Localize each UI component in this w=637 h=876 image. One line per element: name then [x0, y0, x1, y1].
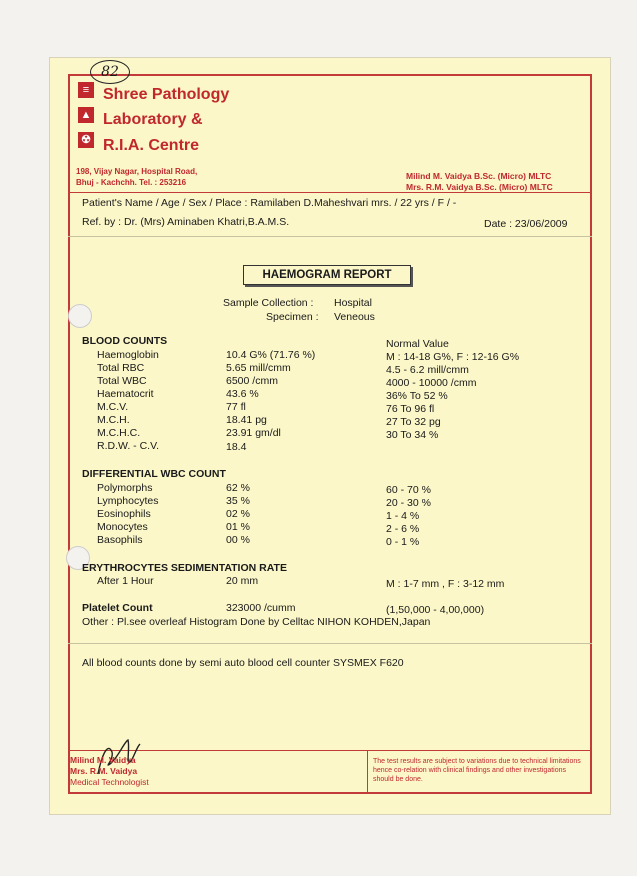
other-remarks: Other : Pl.see overleaf Histogram Done by Celltac NIHON KOHDEN,Japan	[82, 616, 431, 628]
table-row-value: 18.41 pg	[226, 414, 267, 426]
table-row-name: R.D.W. - C.V.	[97, 440, 160, 452]
normal-value-heading: Normal Value	[386, 338, 449, 350]
lab-beaker-icon: ▲	[78, 107, 94, 123]
remarks-divider	[68, 643, 592, 644]
disclaimer-note: The test results are subject to variations due to technical limitations hence co-relation with clinical findings and other investigations should be done.	[373, 758, 581, 783]
header-divider	[68, 192, 592, 193]
table-row-normal: 2 - 6 %	[386, 523, 420, 535]
doctor-credential-2: Mrs. R.M. Vaidya B.Sc. (Micro) MLTC	[406, 182, 553, 192]
doctor-credential-1: Milind M. Vaidya B.Sc. (Micro) MLTC	[406, 171, 552, 181]
table-row-name: Haematocrit	[97, 388, 154, 400]
esr-label: After 1 Hour	[97, 575, 154, 587]
lab-name-line-3: R.I.A. Centre	[103, 137, 200, 154]
patient-info-line: Patient's Name / Age / Sex / Place : Ramilaben D.Maheshvari mrs. / 22 yrs / F / -	[82, 197, 457, 209]
table-row-value: 35 %	[226, 495, 250, 507]
table-row-value: 02 %	[226, 508, 250, 520]
table-row-value: 77 fl	[226, 401, 246, 413]
differential-heading: DIFFERENTIAL WBC COUNT	[82, 468, 226, 480]
sample-collection-label: Sample Collection :	[223, 297, 314, 309]
lab-address-line-1: 198, Vijay Nagar, Hospital Road,	[76, 167, 198, 176]
table-row-value: 01 %	[226, 521, 250, 533]
report-date: Date : 23/06/2009	[484, 218, 568, 230]
table-row-name: M.C.V.	[97, 401, 129, 413]
blood-counts-heading: BLOOD COUNTS	[82, 335, 168, 347]
table-row-value: 6500 /cmm	[226, 375, 278, 387]
signatory-name-2: Mrs. R.M. Vaidya	[70, 766, 138, 776]
platelet-value: 323000 /cumm	[226, 602, 296, 614]
table-row-value: 00 %	[226, 534, 250, 546]
table-row-value: 18.4	[226, 441, 247, 453]
table-row-normal: 0 - 1 %	[386, 536, 420, 548]
specimen-value: Veneous	[334, 311, 375, 323]
esr-normal: M : 1-7 mm , F : 3-12 mm	[386, 578, 505, 590]
table-row-value: 43.6 %	[226, 388, 259, 400]
sample-collection-value: Hospital	[334, 297, 372, 309]
table-row-name: Monocytes	[97, 521, 148, 533]
lab-address-line-2: Bhuj - Kachchh. Tel. : 253216	[76, 178, 187, 187]
lab-flask-icon: ≡	[78, 82, 94, 98]
table-row-normal: 27 To 32 pg	[386, 416, 441, 428]
signatory-title: Medical Technologist	[70, 777, 149, 787]
table-row-name: Total RBC	[97, 362, 145, 374]
table-row-normal: 1 - 4 %	[386, 510, 420, 522]
table-row-value: 10.4 G% (71.76 %)	[226, 349, 316, 361]
lab-name-line-1: Shree Pathology	[103, 86, 230, 103]
table-row-name: Eosinophils	[97, 508, 151, 520]
platelet-normal: (1,50,000 - 4,00,000)	[386, 604, 485, 616]
signatory-name-1: Milind M. Vaidya	[70, 755, 136, 765]
table-row-name: Basophils	[97, 534, 143, 546]
table-row-normal: 30 To 34 %	[386, 429, 439, 441]
specimen-label: Specimen :	[266, 311, 319, 323]
esr-value: 20 mm	[226, 575, 259, 587]
handwritten-page-number: 82	[90, 60, 130, 84]
platelet-label: Platelet Count	[82, 602, 153, 614]
patient-divider	[68, 236, 592, 237]
table-row-name: M.C.H.C.	[97, 427, 141, 439]
table-row-normal: 4000 - 10000 /cmm	[386, 377, 477, 389]
table-row-name: Haemoglobin	[97, 349, 159, 361]
table-row-name: Total WBC	[97, 375, 147, 387]
report-title: HAEMOGRAM REPORT	[243, 265, 411, 285]
referring-doctor: Ref. by : Dr. (Mrs) Aminaben Khatri,B.A.M.S.	[82, 216, 290, 228]
radiation-icon: ☢	[78, 132, 94, 148]
table-row-normal: 60 - 70 %	[386, 484, 431, 496]
table-row-normal: 20 - 30 %	[386, 497, 431, 509]
table-row-name: M.C.H.	[97, 414, 130, 426]
table-row-normal: 36% To 52 %	[386, 390, 448, 402]
table-row-value: 5.65 mill/cmm	[226, 362, 291, 374]
footer-vertical-divider	[367, 750, 368, 794]
table-row-name: Polymorphs	[97, 482, 153, 494]
esr-heading: ERYTHROCYTES SEDIMENTATION RATE	[82, 562, 287, 574]
table-row-name: Lymphocytes	[97, 495, 159, 507]
table-row-value: 62 %	[226, 482, 250, 494]
lab-name-line-2: Laboratory &	[103, 111, 203, 128]
table-row-value: 23.91 gm/dl	[226, 427, 281, 439]
table-row-normal: 76 To 96 fl	[386, 403, 435, 415]
analyzer-note: All blood counts done by semi auto blood cell counter SYSMEX F620	[82, 657, 404, 669]
table-row-normal: M : 14-18 G%, F : 12-16 G%	[386, 351, 520, 363]
table-row-normal: 4.5 - 6.2 mill/cmm	[386, 364, 469, 376]
punch-hole-top	[68, 304, 92, 328]
